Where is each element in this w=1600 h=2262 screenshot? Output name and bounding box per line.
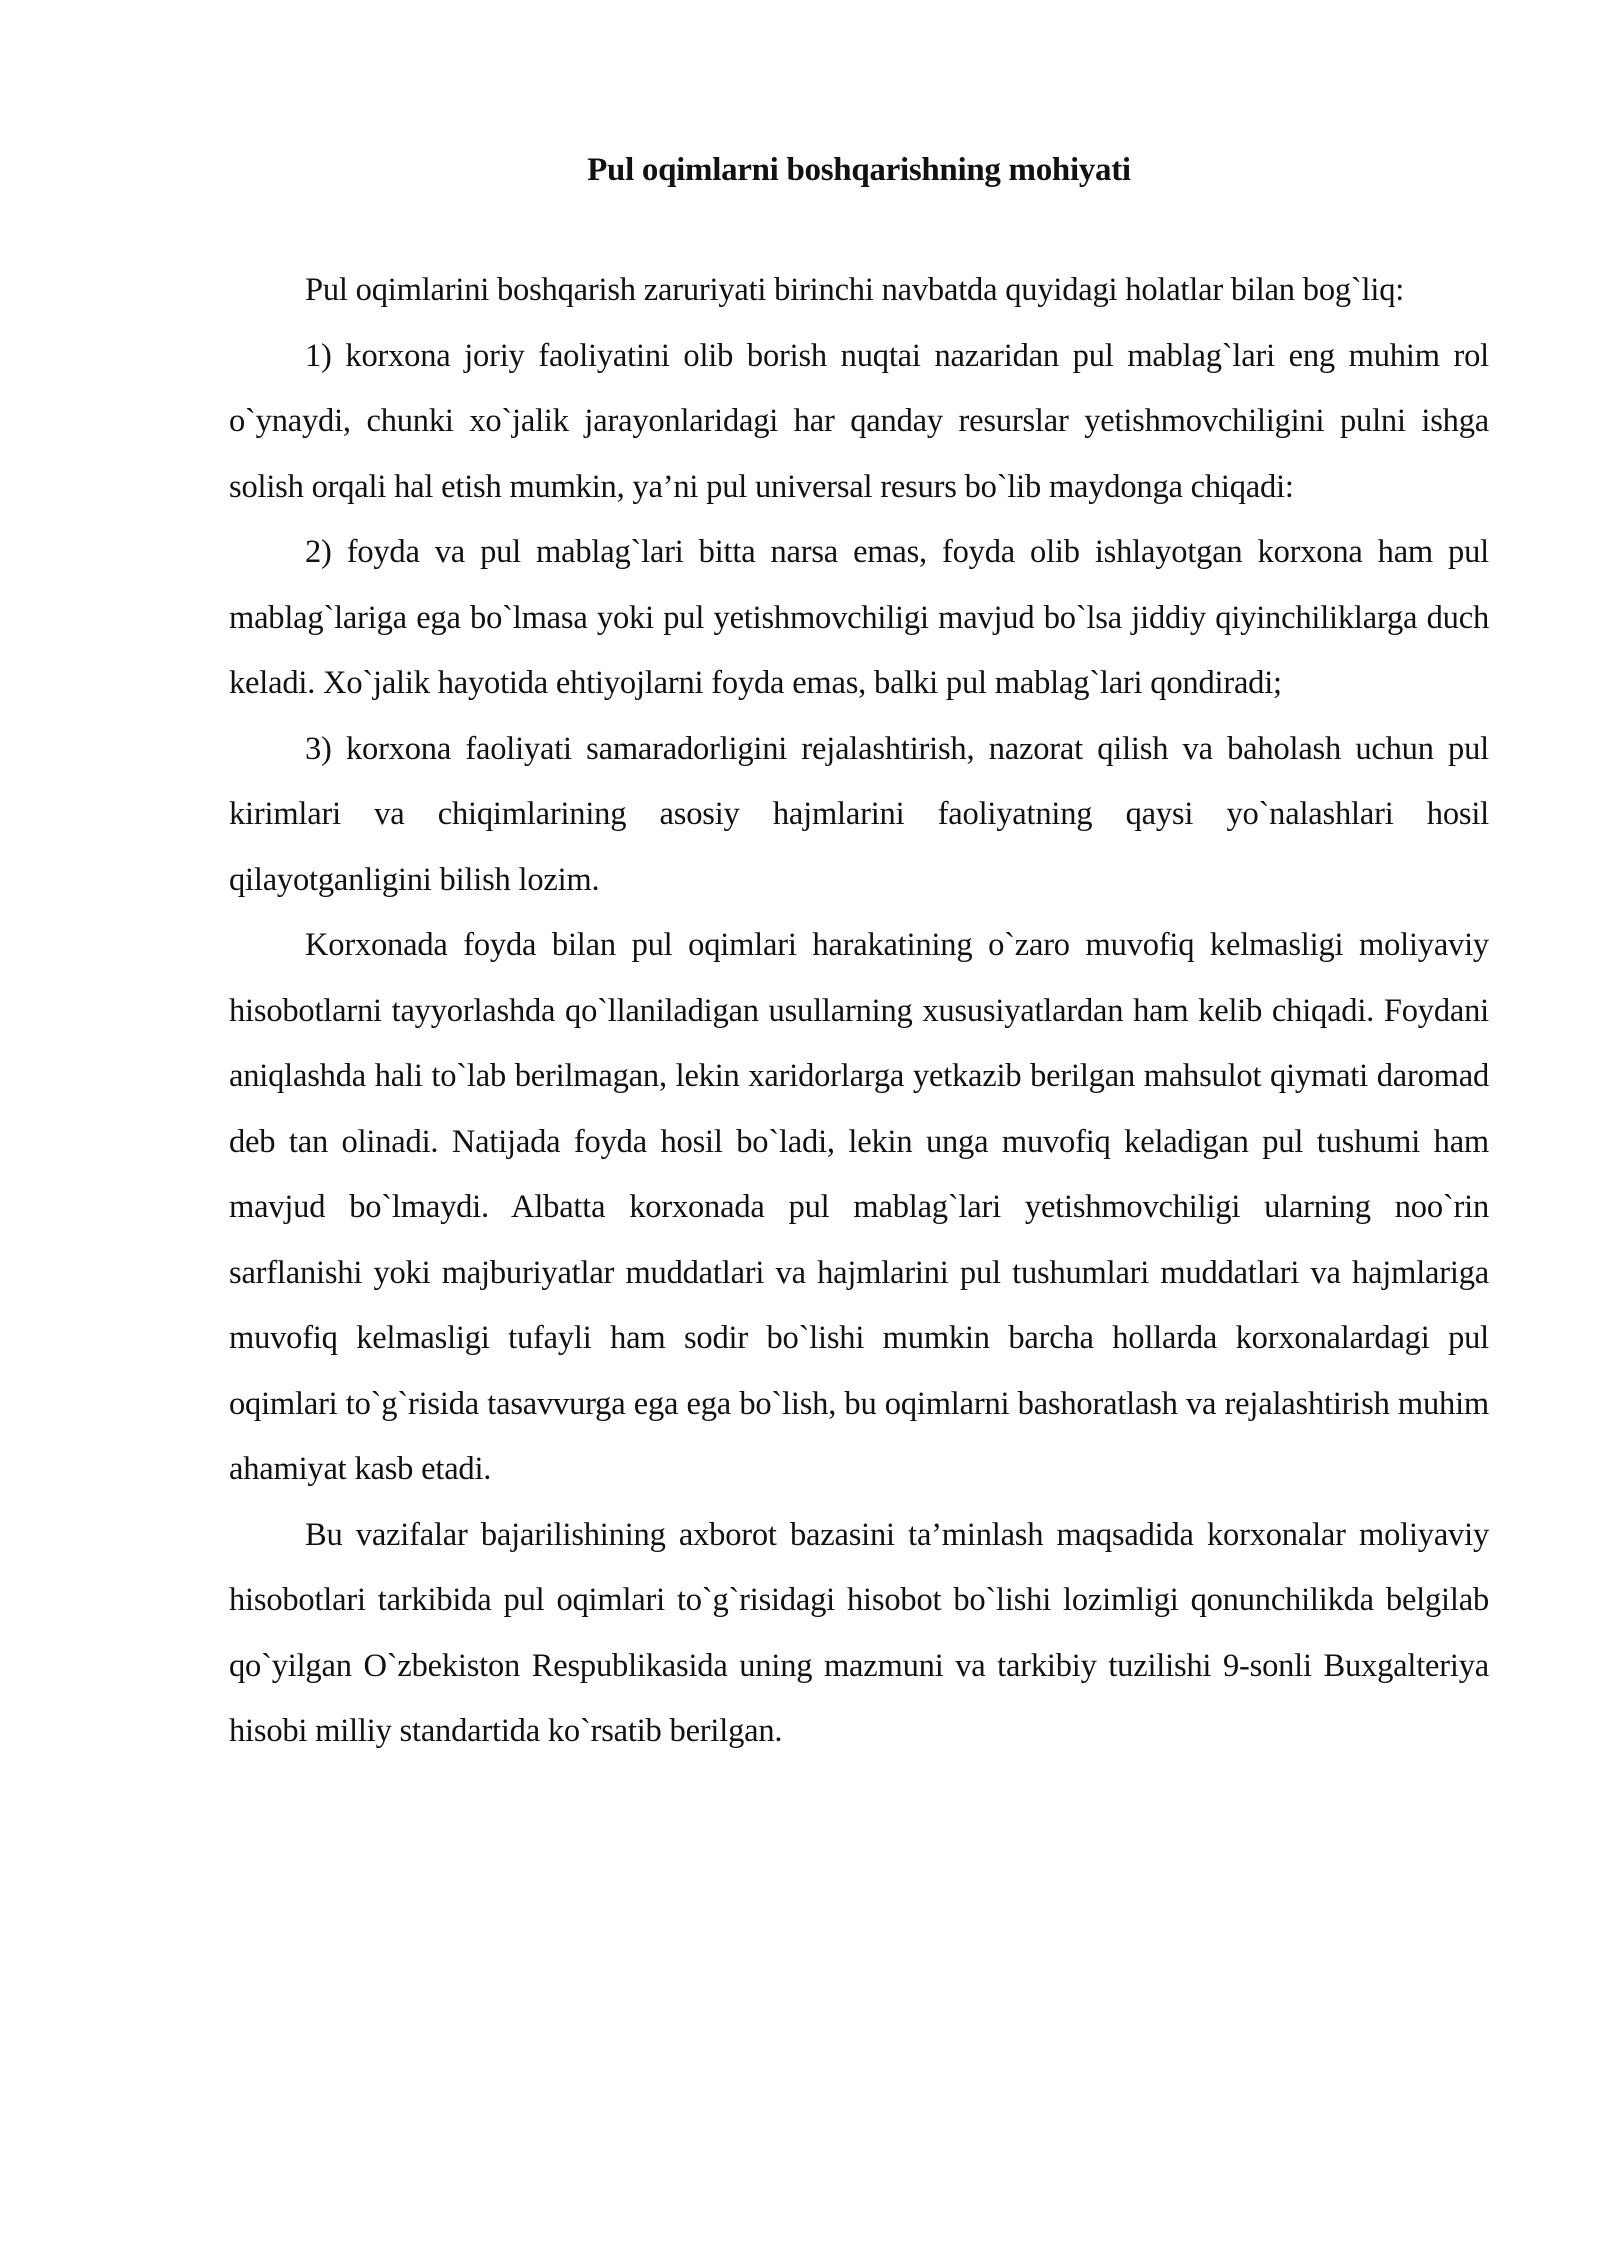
paragraph-reporting-standard: Bu vazifalar bajarilishining axborot bazasini ta’minlash maqsadida korxonalar moliyaviy hisobotlari tarkibida pul oqimlari to`g`risidagi hisobot bo`lishi lozimligi qonunchilikda belgilab qo`yilgan O`zbekiston Respublikasida uning mazmuni va tarkibiy tuzilishi 9-sonli Buxgalteriya hisobi milliy standartida ko`rsatib berilgan. — [229, 1516, 1489, 1749]
paragraph-item-2: 2) foyda va pul mablag`lari bitta narsa emas, foyda olib ishlayotgan korxona ham pul mablag`lariga ega bo`lmasa yoki pul yetishmovchiligi mavjud bo`lsa jiddiy qiyinchiliklarga duch keladi. Xo`jalik hayotida ehtiyojlarni foyda emas, balki pul mablag`lari qondiradi; — [229, 534, 1489, 701]
document-page — [229, 150, 1489, 1765]
paragraph-intro: Pul oqimlarini boshqarish zaruriyati birinchi navbatda quyidagi holatlar bilan bog`liq: — [305, 272, 1405, 308]
paragraph-item-1: 1) korxona joriy faoliyatini olib borish nuqtai nazaridan pul mablag`lari eng muhim rol o`ynaydi, chunki xo`jalik jarayonlaridagi har qanday resurslar yetishmovchiligini pulni ishga solish orqali hal etish mumkin, ya’ni pul universal resurs bo`lib maydonga chiqadi: — [229, 337, 1489, 505]
document-title: Pul oqimlarni boshqarishning mohiyati — [587, 152, 1131, 188]
paragraph-profit-vs-cashflow: Korxonada foyda bilan pul oqimlari harakatining o`zaro muvofiq kelmasligi moliyaviy hisobotlarni tayyorlashda qo`llaniladigan usullarning xususiyatlardan ham kelib chiqadi. Foydani aniqlashda hali to`lab berilmagan, lekin xaridorlarga yetkazib berilgan mahsulot qiymati daromad deb tan olinadi. Natijada foyda hosil bo`ladi, lekin unga muvofiq keladigan pul tushumi ham mavjud bo`lmaydi. Albatta korxonada pul mablag`lari yetishmovchiligi ularning noo`rin sarflanishi yoki majburiyatlar muddatlari va hajmlarini pul tushumlari muddatlari va hajmlariga muvofiq kelmasligi tufayli ham sodir bo`lishi mumkin barcha hollarda korxonalardagi pul oqimlari to`g`risida tasavvurga ega ega bo`lish, bu oqimlarni bashoratlash va rejalashtirish muhim ahamiyat kasb etadi. — [229, 927, 1489, 1487]
paragraph-item-3: 3) korxona faoliyati samaradorligini rejalashtirish, nazorat qilish va baholash uchun pul kirimlari va chiqimlarining asosiy hajmlarini faoliyatning qaysi yo`nalashlari hosil qilayotganligini bilish lozim. — [229, 730, 1489, 898]
